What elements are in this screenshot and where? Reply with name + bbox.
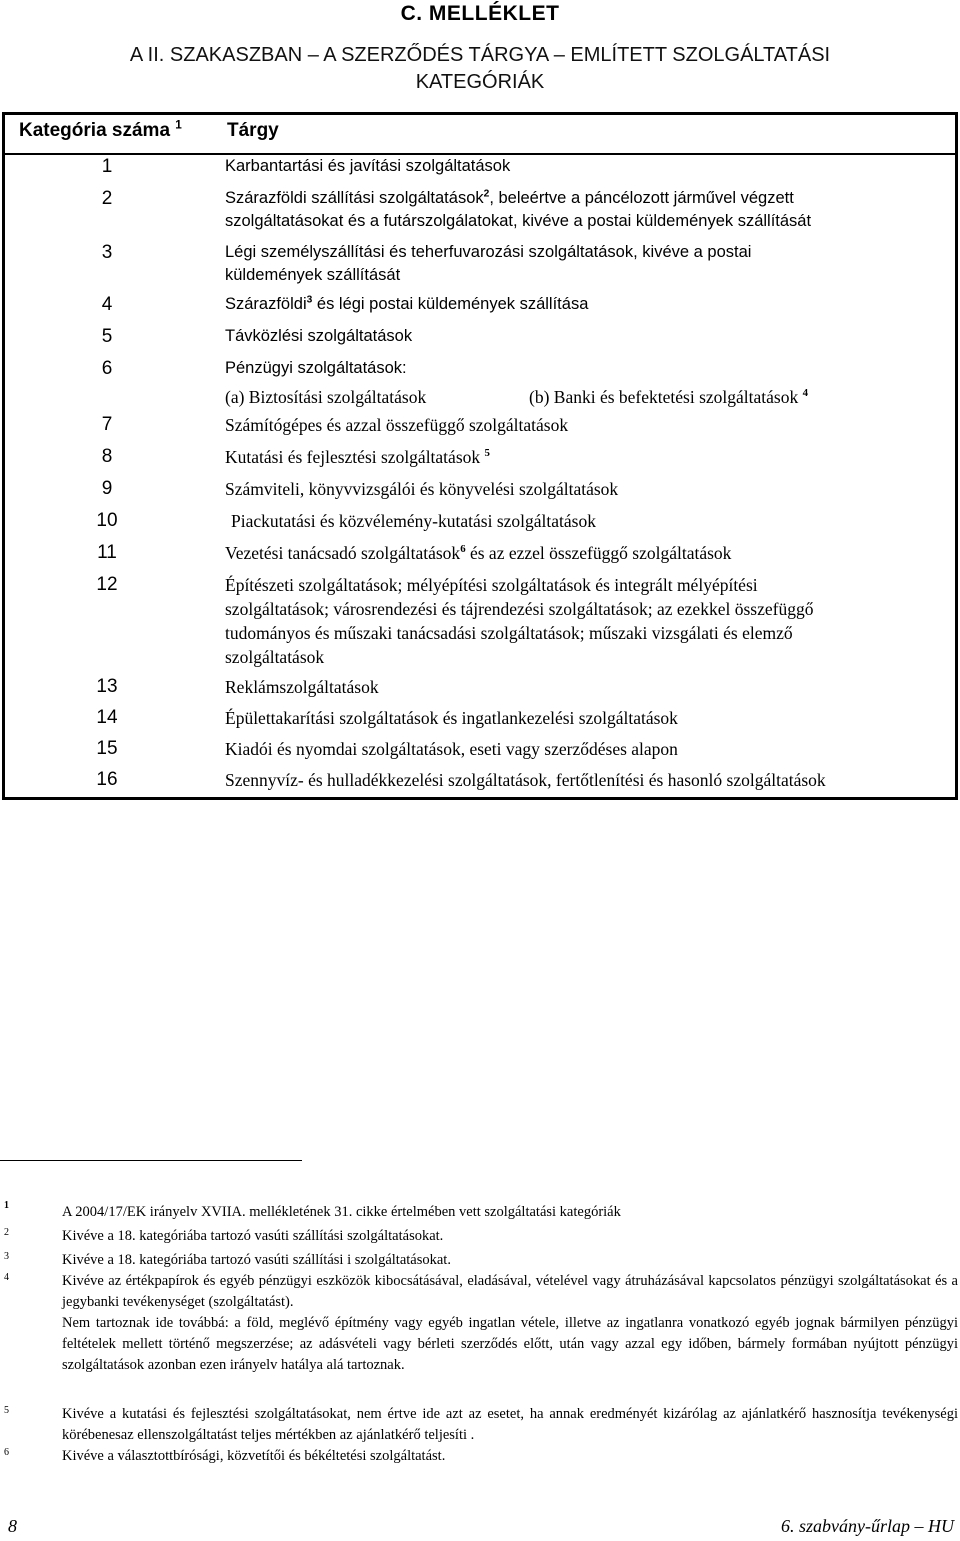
- category-subject: Kutatási és fejlesztési szolgáltatások $^5$: [225, 447, 490, 467]
- category-number: 6: [101, 358, 113, 379]
- category-subject: Vezetési tanácsadó szolgáltatások$^6$ és az ezzel összefüggő szolgáltatások: [225, 543, 732, 563]
- footnote: [0, 1446, 958, 1467]
- footnote-text: Kivéve a kutatási és fejlesztési szolgáltatásokat, nem értve ide azt az esetet, ha annak eredményét kizárólag az ajánlatkérő hasznosítja tevékenységi körébenesaz ellenszolgáltatást teljes mértékben az ajánlatkérő teljesíti .: [62, 1406, 958, 1443]
- footnote: [0, 1271, 958, 1376]
- category-subject: Épülettakarítási szolgáltatások és ingatlankezelési szolgáltatások: [225, 708, 678, 728]
- title-line-2: KATEGÓRIÁK: [415, 71, 545, 93]
- category-subject: Számítógépes és azzal összefüggő szolgáltatások: [225, 415, 569, 435]
- category-number: 16: [96, 769, 118, 790]
- category-subject: Reklámszolgáltatások: [225, 677, 379, 697]
- category-number: 14: [96, 707, 118, 728]
- category-number: 5: [101, 326, 113, 347]
- footnote: [0, 1250, 958, 1271]
- category-number: 7: [101, 414, 113, 435]
- footnote-mark: 6: [4, 1447, 9, 1458]
- footnote-separator: [0, 1160, 302, 1161]
- form-name: 6. szabvány-űrlap – HU: [781, 1516, 954, 1536]
- column-header-number: Kategória száma $^1$: [19, 118, 182, 141]
- page-number: 8: [8, 1516, 17, 1536]
- category-number: 12: [96, 574, 118, 595]
- category-subject: Karbantartási és javítási szolgáltatások: [225, 157, 511, 175]
- category-number: 3: [101, 242, 113, 263]
- category-subject: Szárazföldi szállítási szolgáltatások$^2$, beleértve a páncélozott járművel végzett szolgáltatásokat és a futárszolgálatokat, kivéve a postai küldemények szállítását: [225, 188, 812, 230]
- footnote-mark: 4: [4, 1272, 9, 1283]
- category-table: [2, 112, 958, 800]
- category-subject: Szárazföldi$^3$ és légi postai küldemények szállítása: [225, 294, 589, 313]
- category-number: 9: [101, 478, 113, 499]
- category-number: 4: [101, 294, 113, 315]
- footnote-mark: 2: [4, 1227, 9, 1238]
- annex-heading: C. MELLÉKLET: [400, 2, 560, 25]
- category-subject: Piackutatási és közvélemény-kutatási szolgáltatások: [231, 511, 596, 531]
- footnote: [0, 1226, 958, 1247]
- footnote-mark: 1: [4, 1200, 9, 1211]
- footnote-text: Kivéve a 18. kategóriába tartozó vasúti szállítási szolgáltatásokat.: [62, 1228, 444, 1244]
- category-number: 13: [96, 676, 118, 697]
- footnote-text: A 2004/17/EK irányelv XVIIA. mellékletének 31. cikke értelmében vett szolgáltatási kategóriák: [62, 1204, 621, 1220]
- sub-item-banking: (b) Banki és befektetési szolgáltatások $^4$: [529, 387, 809, 407]
- category-subject: Szennyvíz- és hulladékkezelési szolgáltatások, fertőtlenítési és hasonló szolgáltatások: [225, 770, 826, 790]
- category-number: 1: [101, 156, 113, 177]
- category-subject: Távközlési szolgáltatások: [225, 327, 413, 345]
- table-header: [5, 115, 955, 155]
- category-subject: Építészeti szolgáltatások; mélyépítési szolgáltatások és integrált mélyépítési szolgáltatások; városrendezési és tájrendezési szolgáltatások; az ezekkel összefüggő tudományos és műszaki tanácsadási szolgáltatások; műszaki vizsgálati és elemző szolgáltatások: [225, 575, 814, 667]
- footnote-mark: 5: [4, 1405, 9, 1416]
- category-number: 10: [96, 510, 118, 531]
- footnote: [0, 1202, 958, 1223]
- category-subject: Légi személyszállítási és teherfuvarozási szolgáltatások, kivéve a postai küldemények szállítását: [225, 243, 752, 284]
- footnote-text: Kivéve a választottbírósági, közvetítői és békéltetési szolgáltatást.: [62, 1448, 446, 1464]
- footnote-text: Kivéve a 18. kategóriába tartozó vasúti szállítási i szolgáltatásokat.: [62, 1252, 451, 1268]
- category-subject: Számviteli, könyvvizsgálói és könyvelési szolgáltatások: [225, 479, 619, 499]
- footnote-mark: 3: [4, 1251, 9, 1262]
- column-header-subject: Tárgy: [227, 120, 279, 141]
- title-line-1: A II. SZAKASZBAN – A SZERZŐDÉS TÁRGYA – EMLÍTETT SZOLGÁLTATÁSI: [129, 44, 831, 66]
- footnote-text: Kivéve az értékpapírok és egyéb pénzügyi eszközök kibocsátásával, eladásával, vételével vagy átruházásával kapcsolatos pénzügyi szolgáltatásokat és a jegybanki tevékenységet (szolgáltatást).: [62, 1273, 958, 1310]
- footnote-text-continued: Nem tartoznak ide továbbá: a föld, meglévő építmény vagy egyéb ingatlan vétele, illetve az ingatlanra vonatkozó egyéb jognak bármilyen pénzügyi feltételek mellett történő megszerzése; az adásvételi vagy bérleti szerződés előtt, után vagy azzal egy időben, bármely formában nyújtott pénzügyi szolgáltatások azonban ezen irányelv hatálya alá tartoznak.: [62, 1315, 958, 1373]
- category-number: 15: [96, 738, 118, 759]
- category-subject: Pénzügyi szolgáltatások:: [225, 359, 407, 377]
- category-subject: Kiadói és nyomdai szolgáltatások, eseti vagy szerződéses alapon: [225, 739, 678, 759]
- sub-item-insurance: (a) Biztosítási szolgáltatások: [225, 387, 427, 407]
- category-number: 2: [101, 188, 113, 209]
- category-number: 8: [101, 446, 113, 467]
- category-number: 11: [97, 542, 117, 563]
- document-title: [0, 42, 960, 96]
- footnote: [0, 1404, 958, 1446]
